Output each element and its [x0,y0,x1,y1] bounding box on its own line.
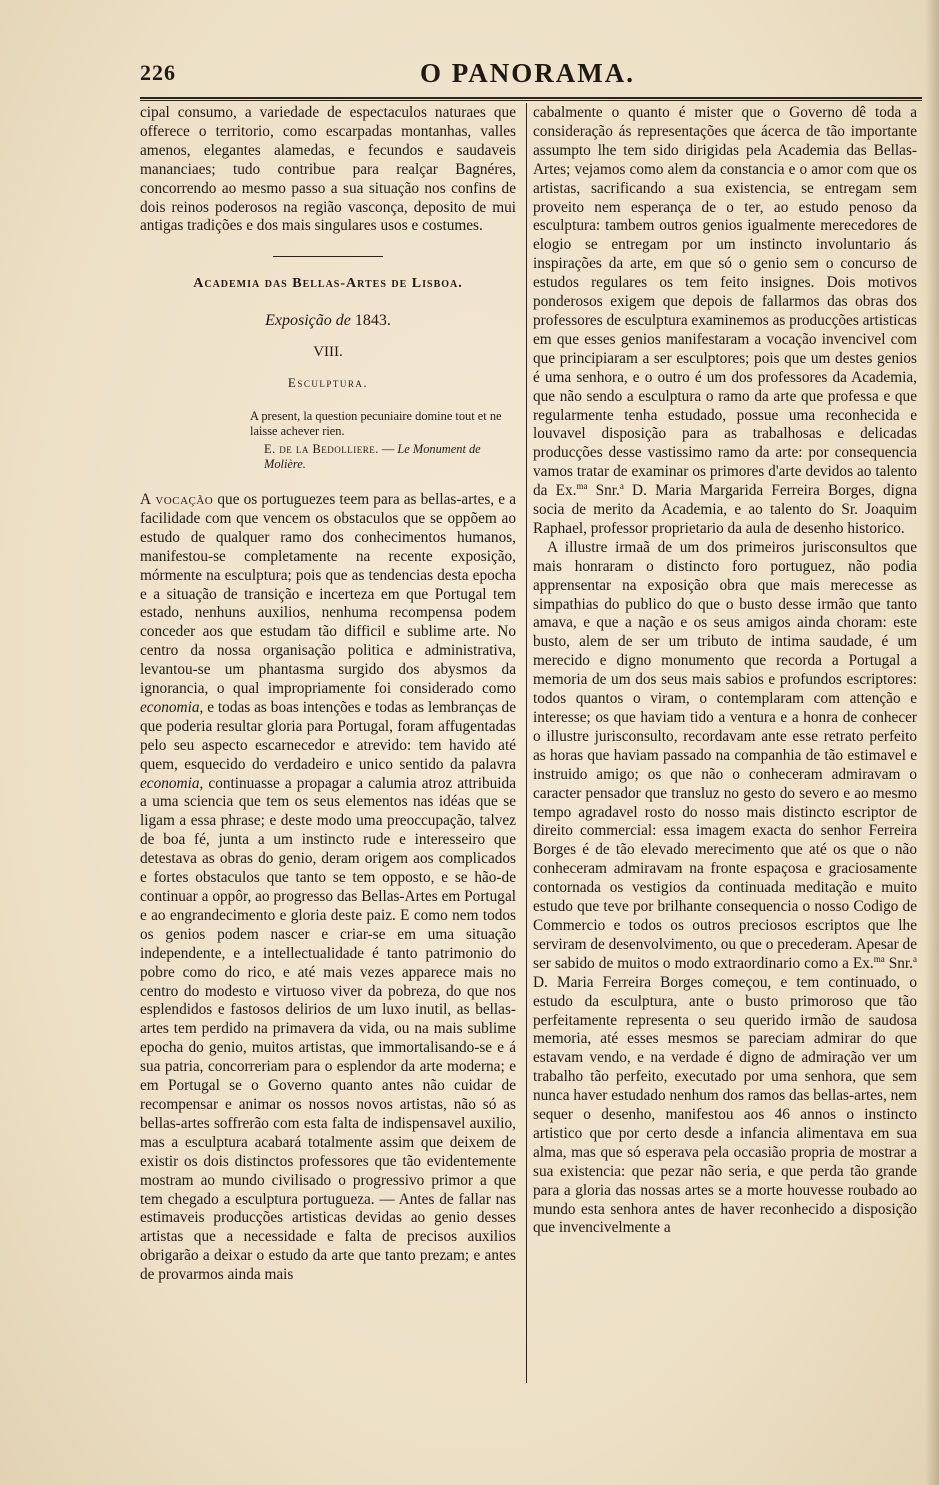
exposition-label: Exposição de [265,312,351,330]
page-number: 226 [140,60,176,85]
article-title: Academia das Bellas-Artes de Lisboa. [193,276,463,292]
body-emphasis-2: economia [140,774,200,792]
page-header [140,58,920,92]
right-p2-text-b: Snr. [884,954,913,972]
header-rule-thin [140,100,922,101]
epigraph-text: A present, la question pecuniaire domine tout et ne laisse achever rien. [250,408,502,439]
body-text-1: que os portuguezes teem para as bellas-artes, e a facilidade com que vencem os obstaculos que se oppõem ao estudo de qualquer ramo dos conhecimentos humanos, manifestou-se completamente na recente exposição, mórmente na esculptura; pois que as tendencias desta epocha e a situação de transição e incerteza em que Portugal tem estado, nenhuns auxilios, nenhuma recompensa podem conceder aos que estudam tão difficil e sublime arte. No centro da nossa organisação politica e administrativa, levantou-se um phantasma surgido dos abysmos da ignorancia, o qual impropriamente foi considerado como [140,490,517,698]
header-rule [140,97,922,99]
epigraph-work: Le Monument de Molière. [264,441,481,472]
intro-paragraph: cipal consumo, a variedade de espectaculos naturaes que offerece o territorio, como escarpadas montanhas, valles amenos, elegantes alamedas, e fecundos e saudaveis mananciaes; tudo contribue para realçar Bagnéres, concorrendo ao mesmo passo a sua situação nos confins de dois reinos poderosos na região vasconça, deposito de mui antigas tradições e dos mais singulares usos e costumes. [140,104,516,235]
epigraph-author: E. de la Bedolliere. [264,441,379,456]
right-p2-sup-1: ma [873,953,885,964]
right-p2-text-c: D. Maria Ferreira Borges começou, e tem continuado, o estudo da esculptura, ante o busto primoroso que tão perfeitamente representa o seu querido irmão de saudosa memoria, até esses mesmos se pareciam admirar do que estavam vendo, e na verdade é digno de admiração ver um trabalho tão perfeito, executado por uma senhora, que sem nunca haver estudado nenhum dos ramos das bellas-artes, nem sequer o desenho, manifestou aos 46 annos o instincto artistico que por certo desde a infancia alimentava em sua alma, mas que só esperava pela occasião propria de mostrar a sua existencia: que pezar não seria, e que perda tão grande para a gloria das nossas artes se a morte houvesse roubado ao mundo esta senhora antes de haver reconhecido a disposição que invencivelmente a [533,973,917,1237]
body-lead-words: A vocação [140,490,214,508]
right-p1-sup-2: a [619,481,624,492]
body-text-2: , e todas as boas intenções e todas as lembranças de que poderia resultar gloria para Portugal, foram affugentadas pelo seu aspecto escarnecedor e atrevido: tem havido até quem, esquecido do verdadeiro e unico sentido da palavra [140,698,516,773]
left-column [140,104,516,1285]
epigraph-dash: — [378,441,398,456]
masthead-title: O PANORAMA. [420,58,635,88]
section-number: VIII. [313,344,343,361]
right-p1-text-c: D. Maria Margarida Ferreira Borges, digna socia de merito da Academia, e ao talento do Sr. Joaquim Raphael, professor proprietario da aula de desenho historico. [533,482,917,537]
right-paragraph-1 [533,104,917,539]
right-p1-text-a: cabalmente o quanto é mister que o Governo dê toda a consideração ás representações que ácerca de tão importante assumpto lhe tem sido dirigidas pela Academia das Bellas-Artes; vejamos como alem da constancia e o amor com que os artistas, sacrificando a sua existencia, se entregam sem proveito nem esperança de o ter, ao estudo penoso da esculptura: tambem outros genios igualmente merecedores de elogio se entregam por um instincto involuntario ás inspirações da arte, em que só o genio sem o concurso de estudos regulares os tem feito insignes. Dois motivos ponderosos exigem que depois de fallarmos das obras dos professores de esculptura examinemos as producções artisticas em que esses genios manifestaram a vocação invencivel com que principiaram a ser esculptores; pois que um destes genios é uma senhora, e o outro é um dos professores da Academia, que não sendo a esculptura o ramo da arte que professa e que regularmente tenha estudado, possue uma reconhecida e louvavel disposição para as trabalhosas e delicadas producções desse vastissimo ramo da arte: por consequencia vamos tratar de examinar os primores d'arte devidos ao talento da Ex. [533,104,917,500]
column-divider [526,103,527,1383]
body-text-3: , continuasse a propagar a calumia atroz attribuida a uma sciencia que tem os seus elementos nas idéas que se ligam a essa phrase; e deste modo uma preoccupação, talvez de boa fé, junta a um instincto rude e interesseiro que detestava as obras do genio, deram origem aos complicados e fortes obstaculos que tanto se tem opposto, e se hão-de continuar a oppôr, ao progresso das Bellas-Artes em Portugal e ao engrandecimento e gloria deste paiz. E como nem todos os genios podem nascer e criar-se em uma situação independente, e a intellectualidade é tanto patrimonio do pobre como do rico, e até mais vezes apparece mais no centro do modesto e virtuoso viver da pobreza, do que nos esplendidos e fastosos delirios de um luxo inutil, as bellas-artes tem perdido na primavera da vida, ou na mais sublime epocha do genio, muitos artistas, que immortalisando-se e á sua patria, concorreriam para o esplendor da arte moderna; e em Portugal se o Governo quanto antes não cuidar de recompensar e animar os nossos novos artistas, não só as bellas-artes soffrerão com esta falta de indispensavel auxilio, mas a esculptura acabará totalmente assim que deixem de existir os dois distinctos professores que tão evidentemente mostram ao mundo civilisado o progressivo primor a que tem chegado a esculptura portugueza. — Antes de fallar nas estimaveis producções artisticas devidas ao genio desses artistas que a necessidade e falta de precisos auxilios obrigarão a deixar o estudo da arte que tanto prezam; e antes de provarmos ainda mais [140,774,516,1284]
page-edge-shadow [925,0,939,1485]
right-p1-text-b: Snr. [587,482,620,500]
section-separator [273,256,383,257]
right-p2-text-a: A illustre irmaã de um dos primeiros jurisconsultos que mais honraram o distincto foro portuguez, não podia apprensentar na exposição obra que mais merecesse as simpathias do publico do que o busto desse irmão que tanto amava, e que a nação e os seus amigos ainda choram: este busto, alem de ser um tributo de intima saudade, é um merecido e digno monumento que recorda a Portugal a memoria de um dos seus mais sabios e profundos escriptores: todos quantos o viram, o contemplaram com attenção e interesse; os que haviam tido a ventura e a honra de conhecer o illustre jurisconsulto, recordavam ante esse retrato perfeito as horas que haviam passado na companhia de tão estimavel e instruido amigo; os que não o conheceram admiravam o caracter pensador que transluz no gesto do severo e ao mesmo tempo agradavel rosto do nosso mais distincto escriptor de direito commercial: essa imagem exacta do senhor Ferreira Borges é de tão elevado merecimento que até os que o não conheceram admiravam na fronte espaçosa e graciosamente contornada os vestigios da continuada meditação e muito estudo que teve por brilhante consequencia o nosso Codigo de Commercio e todos os outros preciosos escriptos que lhe serviram de desenvolvimento, ou que o precederam. Apesar de ser sabido de muitos o modo extraordinario como a Ex. [533,538,917,972]
section-title: Esculptura. [287,375,369,391]
exposition-year: 1843. [354,312,391,330]
body-emphasis-1: economia [140,698,200,716]
right-p1-sup-1: ma [576,481,588,492]
right-paragraph-2 [533,539,917,1239]
right-p2-sup-2: a [912,953,917,964]
right-column [533,104,917,1238]
article-body-paragraph [140,491,516,1285]
exposition-heading [140,312,516,331]
epigraph-attribution [264,442,518,473]
